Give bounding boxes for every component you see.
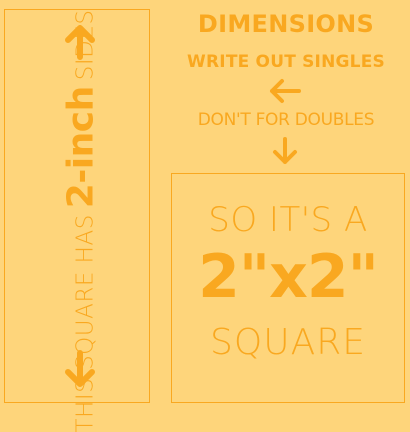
arrow-left-icon — [268, 78, 302, 104]
right-line1: SO IT'S A — [208, 200, 368, 240]
caption-text-after: SIDES — [72, 9, 99, 81]
right-line2: 2"x2" — [198, 242, 378, 312]
caption-text-before: THIS SQUARE HAS — [72, 214, 99, 432]
title: DIMENSIONS — [197, 10, 375, 38]
right-panel — [171, 173, 405, 403]
note: DON'T FOR DOUBLES — [197, 110, 375, 130]
arrow-down-icon — [63, 350, 97, 390]
caption-text-bold: 2-inch — [60, 86, 102, 209]
left-panel — [4, 9, 150, 432]
arrow-down-small-icon — [270, 136, 300, 166]
subtitle: WRITE OUT SINGLES — [187, 52, 385, 72]
right-line3: SQUARE — [210, 322, 366, 363]
